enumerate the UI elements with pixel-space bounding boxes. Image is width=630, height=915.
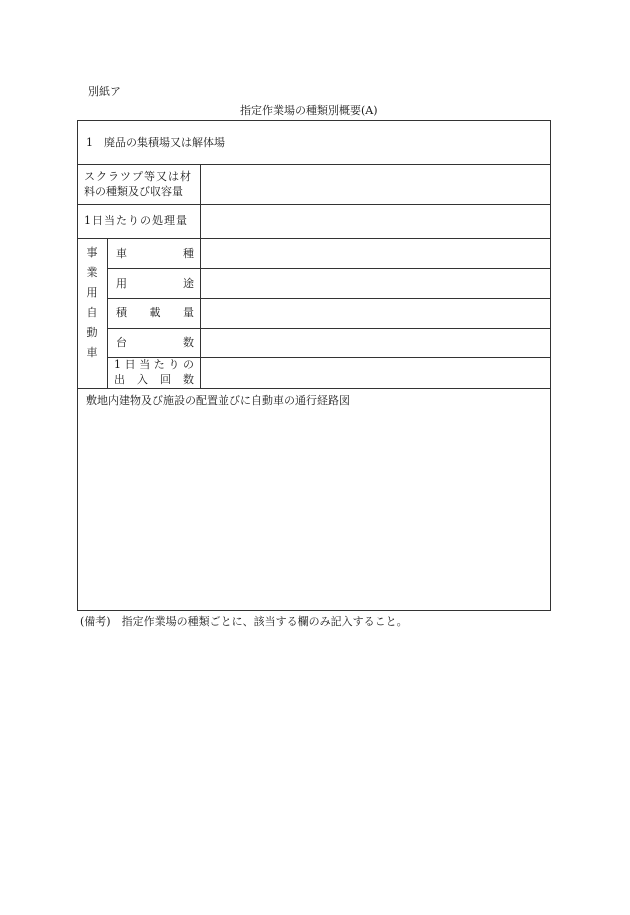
table-rule: [77, 238, 551, 239]
label-column-divider: [200, 164, 201, 388]
table-rule: [77, 204, 551, 205]
table-border-top: [77, 120, 551, 121]
label-char: 用: [116, 277, 127, 290]
group-label-char: 業: [86, 266, 98, 279]
daily-trips-label-line1: [114, 358, 194, 371]
table-rule: [107, 268, 551, 269]
layout-map-area[interactable]: [78, 410, 550, 609]
table-border-right: [550, 120, 551, 611]
purpose-label: [116, 277, 194, 290]
layout-map-label: 敷地内建物及び施設の配置並びに自動車の通行経路図: [86, 394, 350, 407]
daily-processing-label: 1日当たりの処理量: [84, 214, 188, 227]
label-char: 量: [183, 306, 194, 319]
group-label-char: 事: [86, 246, 98, 259]
scrap-label-line2: 料の種類及び収容量: [84, 185, 183, 198]
load-capacity-label: [116, 306, 194, 319]
table-rule: [77, 164, 551, 165]
page-title: 指定作業場の種類別概要(A): [240, 104, 378, 117]
vehicle-type-label: [116, 247, 194, 260]
label-char: 車: [116, 247, 127, 260]
label-char: 数: [183, 373, 194, 386]
group-label-char: 動: [86, 326, 98, 339]
label-char: 入: [137, 373, 148, 386]
group-label-char: 用: [86, 286, 98, 299]
table-rule: [107, 328, 551, 329]
vehicle-count-label: [116, 336, 194, 349]
annex-label: 別紙ア: [88, 85, 121, 98]
label-char: 途: [183, 277, 194, 290]
label-char: 日: [124, 358, 136, 371]
daily-trips-label-line2: [114, 373, 194, 386]
scrap-label-line1: スクラツプ等又は材: [84, 170, 192, 183]
section-heading: 1 廃品の集積場又は解体場: [86, 136, 225, 149]
label-char: り: [168, 358, 180, 371]
table-rule: [77, 388, 551, 389]
label-char: 回: [160, 373, 171, 386]
label-char: 出: [114, 373, 125, 386]
business-vehicle-group-label: [85, 243, 99, 363]
group-label-char: 車: [86, 346, 98, 359]
label-char: た: [153, 358, 165, 371]
table-border-bottom: [77, 610, 551, 611]
label-char: の: [182, 358, 194, 371]
label-char: 種: [183, 247, 194, 260]
group-column-divider: [107, 238, 108, 388]
label-char: 台: [116, 336, 127, 349]
label-char: 数: [183, 336, 194, 349]
group-label-char: 自: [86, 306, 98, 319]
remarks-note: (備考) 指定作業場の種類ごとに、該当する欄のみ記入すること。: [80, 615, 408, 628]
label-char: 当: [139, 358, 151, 371]
label-char: 積: [116, 306, 127, 319]
table-rule: [107, 298, 551, 299]
label-char: 載: [149, 306, 161, 319]
label-char: 1: [114, 358, 121, 371]
